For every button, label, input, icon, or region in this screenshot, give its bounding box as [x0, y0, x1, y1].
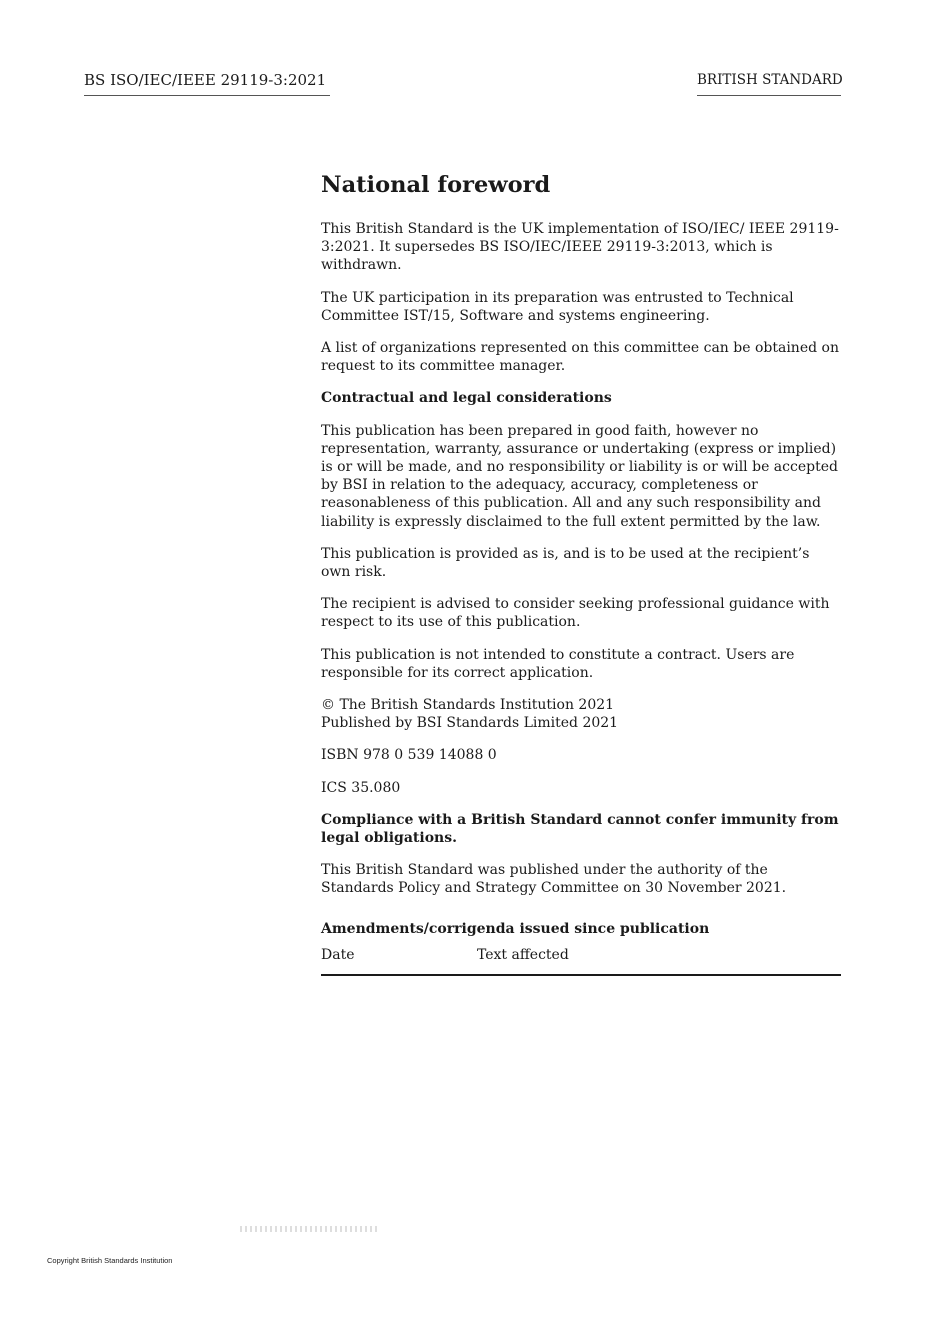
paragraph-implementation: This British Standard is the UK implementation of ISO/IEC/ IEEE 29119-3:2021. It supersedes BS ISO/IEC/IEEE 29119-3:2013, which is withdrawn.	[321, 221, 839, 274]
copyright-line: © The British Standards Institution 2021	[321, 697, 615, 714]
paragraph-own-risk: This publication is provided as is, and is to be used at the recipient’s own risk.	[321, 545, 810, 581]
compliance-notice: Compliance with a British Standard cannot confer immunity from legal obligations.	[321, 811, 839, 847]
amendments-table	[321, 946, 841, 976]
paragraph-not-contract: This publication is not intended to constitute a contract. Users are responsible for its correct application.	[321, 646, 795, 681]
amendments-column-text-affected: Text affected	[477, 946, 569, 963]
paragraph-organizations: A list of organizations represented on this committee can be obtained on request to its committee manager.	[321, 340, 839, 375]
national-foreword	[321, 170, 841, 976]
ics-code: ICS 35.080	[321, 779, 401, 796]
header-document-type: BRITISH STANDARD	[697, 70, 841, 96]
header-document-id: BS ISO/IEC/IEEE 29119-3:2021	[84, 70, 330, 96]
paragraph-professional-guidance: The recipient is advised to consider seeking professional guidance with respect to its use of this publication.	[321, 596, 830, 631]
page-title: National foreword	[321, 172, 551, 198]
paragraph-legal-disclaimer: This publication has been prepared in good faith, however no representation, warranty, assurance or undertaking (express or implied) is or will be made, and no responsibility or liability is or will be accepted by BSI in relation to the adequacy, accuracy, completeness or reasonableness of this publication. All and any such responsibility and liability is expressly disclaimed to the full extent permitted by the law.	[321, 422, 838, 530]
paragraph-publication-authority: This British Standard was published under the authority of the Standards Policy and Strategy Committee on 30 November 2021.	[321, 862, 787, 897]
copyright-block	[321, 696, 841, 732]
paragraph-committee: The UK participation in its preparation was entrusted to Technical Committee IST/15, Software and systems engineering.	[321, 289, 794, 324]
isbn: ISBN 978 0 539 14088 0	[321, 747, 497, 764]
amendments-heading: Amendments/corrigenda issued since publication	[321, 920, 710, 937]
amendments-column-date: Date	[321, 946, 355, 963]
publisher-line: Published by BSI Standards Limited 2021	[321, 715, 619, 732]
footer-copyright: Copyright British Standards Institution	[47, 1256, 173, 1265]
legal-heading: Contractual and legal considerations	[321, 390, 612, 407]
footer-watermark	[240, 1226, 377, 1232]
